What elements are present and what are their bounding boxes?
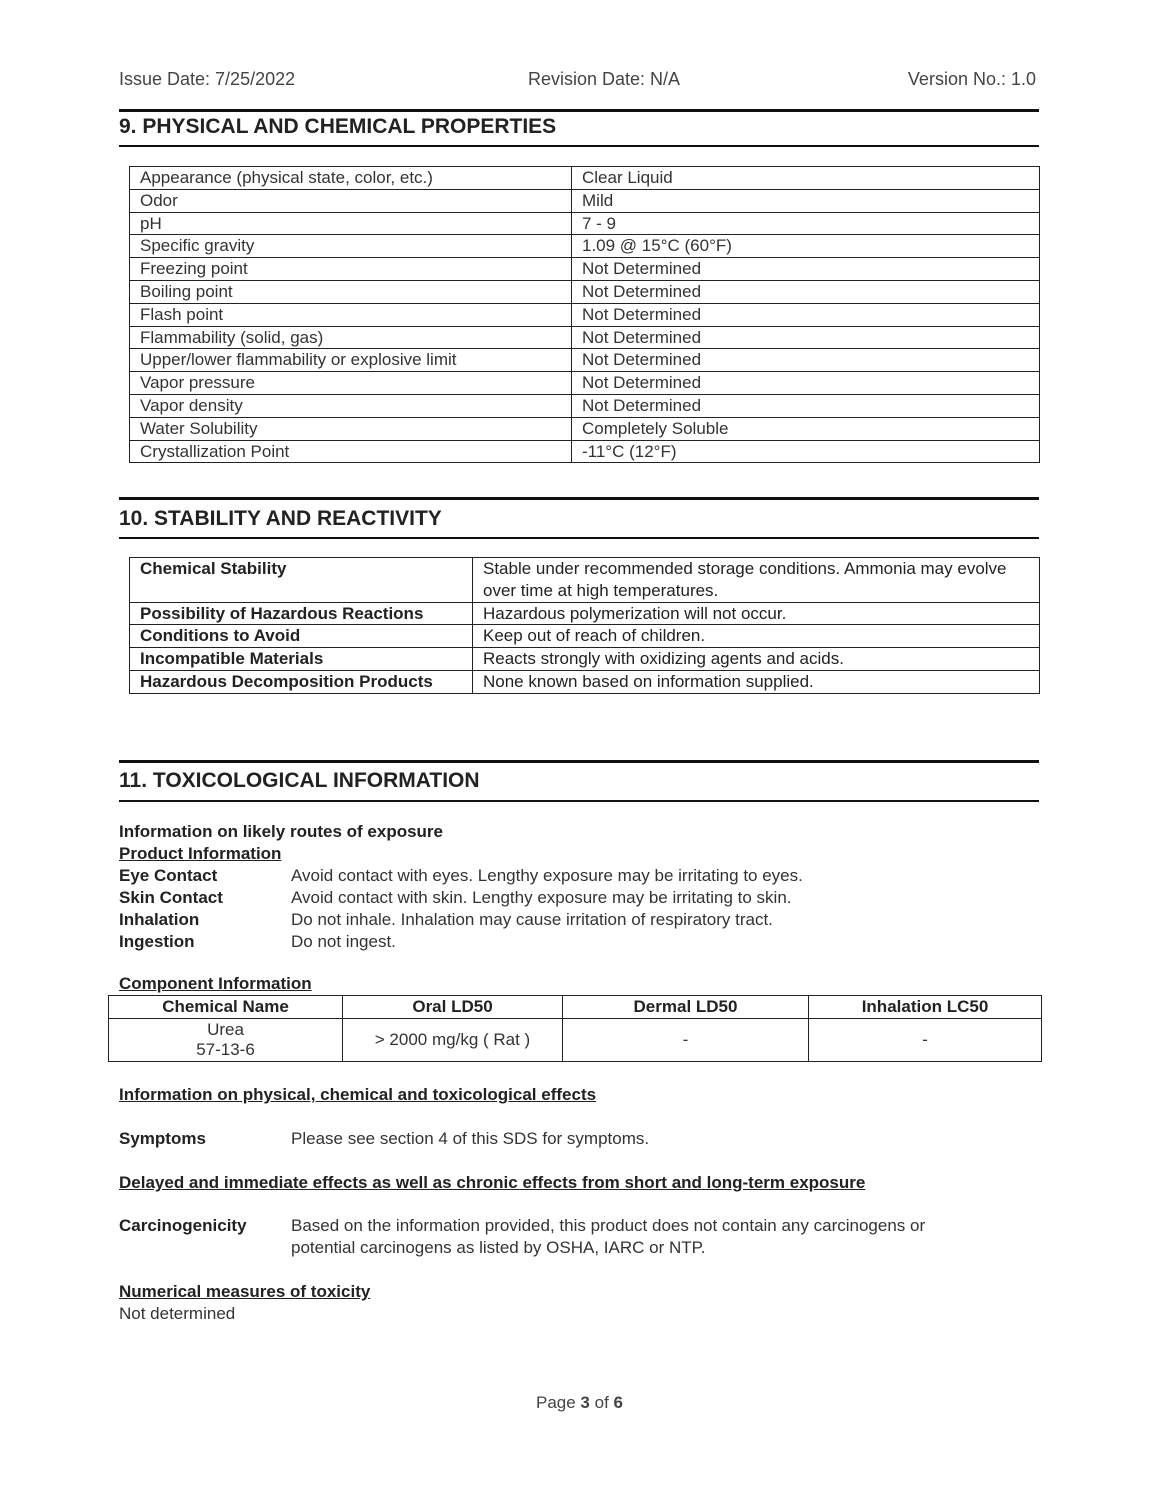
divider: [119, 760, 1039, 763]
property-cell: Water Solubility: [130, 417, 572, 440]
chemical-name: Urea: [207, 1020, 244, 1039]
dermal-ld50-cell: -: [563, 1019, 809, 1062]
inhalation-lc50-cell: -: [809, 1019, 1042, 1062]
carcinogenicity-label: Carcinogenicity: [119, 1216, 247, 1235]
effects-heading: Information on physical, chemical and toxicological effects: [119, 1085, 597, 1104]
value-cell: Not Determined: [572, 280, 1040, 303]
page-total: 6: [613, 1393, 624, 1412]
numerical-value: Not determined: [119, 1304, 236, 1323]
table-row: [130, 648, 1040, 671]
component-info-heading: Component Information: [119, 974, 312, 993]
version-number: Version No.: 1.0: [907, 69, 1036, 89]
col-chemical-name: Chemical Name: [109, 996, 343, 1019]
property-cell: Flash point: [130, 303, 572, 326]
value-cell: Not Determined: [572, 303, 1040, 326]
value-cell: Clear Liquid: [572, 167, 1040, 190]
exposure-value: Avoid contact with skin. Lengthy exposure may be irritating to skin.: [291, 888, 792, 907]
table-row: [130, 625, 1040, 648]
property-cell: Chemical Stability: [130, 558, 473, 603]
col-inhalation-lc50: Inhalation LC50: [809, 996, 1042, 1019]
section-10-title: 10. STABILITY AND REACTIVITY: [119, 507, 442, 530]
col-dermal-ld50: Dermal LD50: [563, 996, 809, 1019]
routes-heading: Information on likely routes of exposure: [119, 822, 443, 841]
value-cell: Mild: [572, 189, 1040, 212]
value-cell: Not Determined: [572, 349, 1040, 372]
value-cell: 7 - 9: [572, 212, 1040, 235]
value-cell: Reacts strongly with oxidizing agents and acids.: [473, 648, 1040, 671]
exposure-value: Avoid contact with eyes. Lengthy exposure may be irritating to eyes.: [291, 866, 803, 885]
table-row: [130, 394, 1040, 417]
property-cell: pH: [130, 212, 572, 235]
value-cell: Hazardous polymerization will not occur.: [473, 602, 1040, 625]
exposure-row: [119, 931, 396, 953]
symptoms-row: [119, 1128, 649, 1150]
value-cell: Keep out of reach of children.: [473, 625, 1040, 648]
property-cell: Freezing point: [130, 258, 572, 281]
exposure-label: Eye Contact: [119, 866, 218, 885]
table-row: [130, 602, 1040, 625]
carcinogenicity-row: [119, 1215, 925, 1237]
revision-date: Revision Date: N/A: [528, 69, 681, 89]
chemical-name-cell: [109, 1019, 343, 1062]
table-row: [130, 189, 1040, 212]
divider: [119, 145, 1039, 147]
value-cell: Stable under recommended storage conditions. Ammonia may evolve over time at high temperatures.: [473, 558, 1040, 603]
divider: [119, 800, 1039, 802]
symptoms-label: Symptoms: [119, 1129, 206, 1148]
exposure-row: [119, 887, 792, 909]
property-cell: Odor: [130, 189, 572, 212]
page-of: of: [594, 1393, 609, 1412]
product-info-heading: Product Information: [119, 844, 282, 863]
property-cell: Specific gravity: [130, 235, 572, 258]
table-row: [130, 440, 1040, 463]
table-row: [130, 235, 1040, 258]
physical-properties-table: [129, 166, 1040, 463]
divider: [119, 537, 1039, 539]
property-cell: Incompatible Materials: [130, 648, 473, 671]
stability-table: [129, 557, 1040, 694]
value-cell: Not Determined: [572, 394, 1040, 417]
divider: [119, 497, 1039, 500]
property-cell: Upper/lower flammability or explosive limit: [130, 349, 572, 372]
exposure-value: Do not ingest.: [291, 932, 396, 951]
section-9-title: 9. PHYSICAL AND CHEMICAL PROPERTIES: [119, 115, 557, 138]
table-row: [130, 349, 1040, 372]
exposure-label: Ingestion: [119, 932, 195, 951]
carcinogenicity-line2: potential carcinogens as listed by OSHA, IARC or NTP.: [291, 1238, 706, 1257]
page-prefix: Page: [535, 1393, 576, 1412]
oral-ld50-cell: > 2000 mg/kg ( Rat ): [343, 1019, 563, 1062]
property-cell: Flammability (solid, gas): [130, 326, 572, 349]
property-cell: Possibility of Hazardous Reactions: [130, 602, 473, 625]
property-cell: Crystallization Point: [130, 440, 572, 463]
exposure-label: Inhalation: [119, 910, 200, 929]
property-cell: Boiling point: [130, 280, 572, 303]
value-cell: Not Determined: [572, 372, 1040, 395]
table-row: [130, 258, 1040, 281]
property-cell: Conditions to Avoid: [130, 625, 473, 648]
cas-number: 57-13-6: [196, 1040, 255, 1059]
value-cell: Completely Soluble: [572, 417, 1040, 440]
property-cell: Vapor density: [130, 394, 572, 417]
value-cell: None known based on information supplied.: [473, 670, 1040, 693]
value-cell: 1.09 @ 15°C (60°F): [572, 235, 1040, 258]
table-row: [130, 167, 1040, 190]
table-row: [130, 303, 1040, 326]
exposure-value: Do not inhale. Inhalation may cause irritation of respiratory tract.: [291, 910, 773, 929]
table-row: [109, 1019, 1042, 1062]
page-number: [0, 1393, 1159, 1413]
component-table: [108, 995, 1042, 1062]
exposure-row: [119, 909, 773, 931]
section-11-title: 11. TOXICOLOGICAL INFORMATION: [119, 769, 480, 792]
issue-date: Issue Date: 7/25/2022: [119, 69, 296, 89]
divider: [119, 109, 1039, 112]
value-cell: Not Determined: [572, 258, 1040, 281]
numerical-heading: Numerical measures of toxicity: [119, 1282, 371, 1301]
table-row: [130, 372, 1040, 395]
exposure-label: Skin Contact: [119, 888, 223, 907]
table-row: [130, 417, 1040, 440]
table-row: [130, 326, 1040, 349]
page-current: 3: [580, 1393, 590, 1412]
value-cell: Not Determined: [572, 326, 1040, 349]
value-cell: -11°C (12°F): [572, 440, 1040, 463]
property-cell: Hazardous Decomposition Products: [130, 670, 473, 693]
table-row: [130, 212, 1040, 235]
property-cell: Vapor pressure: [130, 372, 572, 395]
table-row: [130, 558, 1040, 603]
table-row: [130, 670, 1040, 693]
delayed-effects-heading: Delayed and immediate effects as well as chronic effects from short and long-term exposure: [119, 1173, 866, 1192]
col-oral-ld50: Oral LD50: [343, 996, 563, 1019]
table-row: [130, 280, 1040, 303]
exposure-row: [119, 865, 803, 887]
symptoms-value: Please see section 4 of this SDS for symptoms.: [291, 1129, 650, 1148]
property-cell: Appearance (physical state, color, etc.): [130, 167, 572, 190]
carcinogenicity-line1: Based on the information provided, this product does not contain any carcinogens or: [291, 1216, 926, 1235]
